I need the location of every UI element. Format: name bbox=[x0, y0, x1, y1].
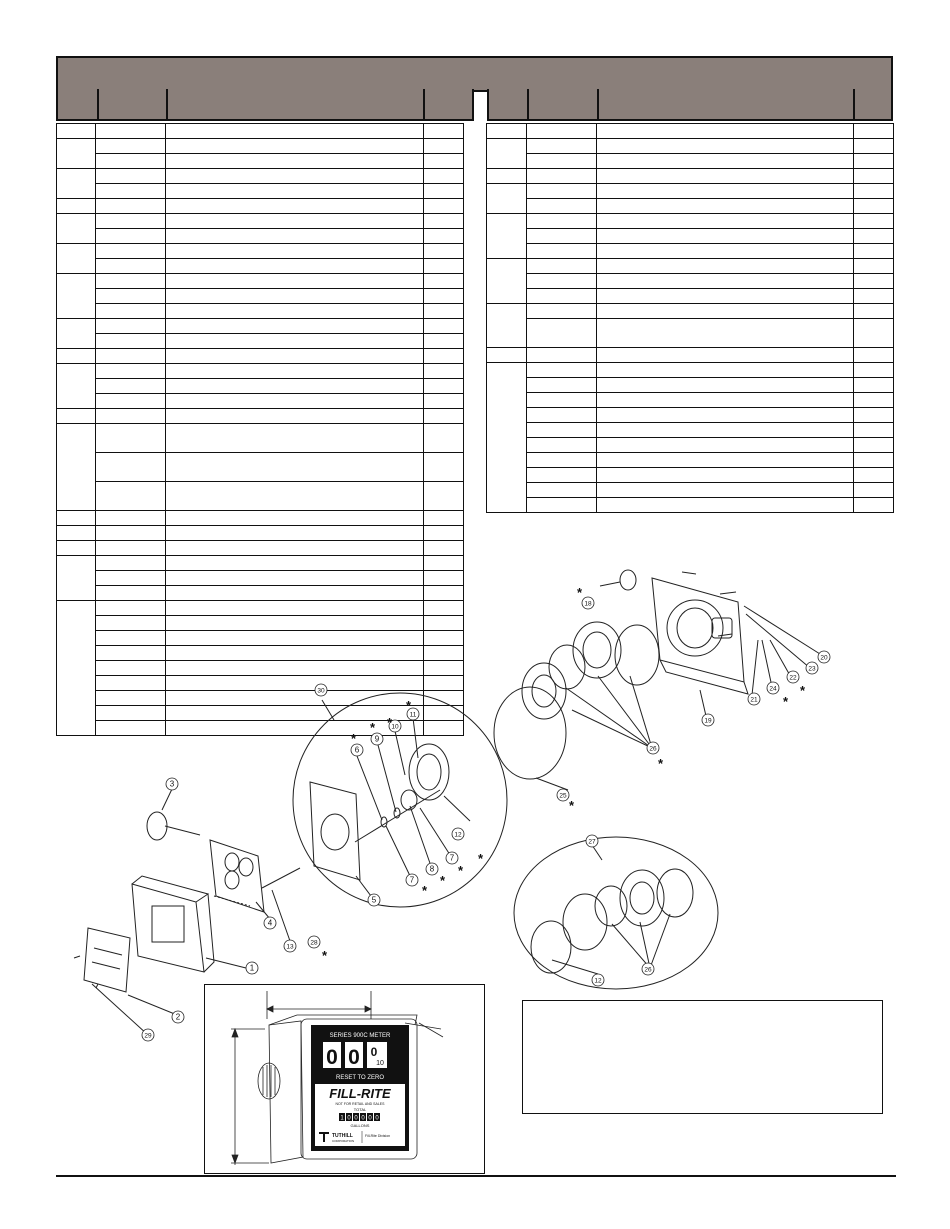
callout-label: 22 bbox=[789, 674, 797, 682]
callout-label: 8 bbox=[429, 864, 435, 874]
total-digit: 0 bbox=[361, 1115, 365, 1122]
meter-unit-label: GALLONS bbox=[350, 1123, 370, 1128]
callout-label: 26 bbox=[644, 966, 652, 974]
callout-label: 30 bbox=[317, 687, 325, 695]
meter-maker-sub: CORPORATION bbox=[332, 1139, 355, 1143]
kit-asterisk: * bbox=[351, 731, 357, 746]
kit-asterisk: * bbox=[478, 851, 484, 866]
callout-label: 12 bbox=[454, 831, 462, 839]
meter-reset-label: RESET TO ZERO bbox=[335, 1075, 385, 1081]
meter-division: Fill-Rite Division bbox=[365, 1134, 391, 1138]
meter-brand: FILL-RITE bbox=[329, 1086, 391, 1101]
subassembly-27-outline bbox=[514, 837, 718, 989]
footer-rule bbox=[56, 1175, 896, 1177]
callout-label: 10 bbox=[391, 723, 399, 731]
callout-label: 24 bbox=[769, 685, 777, 693]
kit-asterisk: * bbox=[569, 798, 575, 813]
callout-label: 4 bbox=[267, 918, 273, 928]
meter-illustration-frame bbox=[204, 984, 485, 1174]
total-digit: 0 bbox=[347, 1115, 351, 1122]
kit-asterisk: * bbox=[440, 873, 446, 888]
kit-asterisk: * bbox=[800, 683, 806, 698]
meter-series-label: SERIES 900C METER bbox=[329, 1033, 391, 1039]
callout-label: 29 bbox=[144, 1032, 152, 1040]
meter-maker: TUTHILL bbox=[332, 1133, 353, 1139]
kit-asterisk: * bbox=[783, 694, 789, 709]
callout-label: 11 bbox=[409, 711, 417, 719]
callout-label: 23 bbox=[808, 665, 816, 673]
callout-label: 6 bbox=[354, 745, 360, 755]
notes-box bbox=[522, 1000, 883, 1114]
meter-housing bbox=[652, 578, 748, 694]
kit-asterisk: * bbox=[322, 948, 328, 963]
total-digit: 0 bbox=[375, 1115, 379, 1122]
callout-label: 12 bbox=[594, 977, 602, 985]
callout-label: 20 bbox=[820, 654, 828, 662]
kit-asterisk: * bbox=[370, 720, 376, 735]
callout-label: 3 bbox=[169, 779, 175, 789]
meter-total-label: TOTAL bbox=[353, 1107, 367, 1112]
total-digit: 1 bbox=[340, 1115, 344, 1122]
meter-front-illustration bbox=[205, 985, 484, 1173]
callout-label: 26 bbox=[649, 745, 657, 753]
callout-label: 1 bbox=[249, 963, 255, 973]
callout-label: 13 bbox=[286, 943, 294, 951]
callout-label: 7 bbox=[449, 853, 455, 863]
kit-asterisk: * bbox=[658, 756, 664, 771]
callout-label: 21 bbox=[750, 696, 758, 704]
callout-label: 27 bbox=[588, 838, 596, 846]
kit-asterisk: * bbox=[577, 585, 583, 600]
meter-fraction-top: 0 bbox=[370, 1045, 378, 1059]
kit-asterisk: * bbox=[406, 698, 412, 713]
callout-label: 7 bbox=[409, 875, 415, 885]
kit-asterisk: * bbox=[458, 863, 464, 878]
kit-asterisk: * bbox=[422, 883, 428, 898]
total-digit: 0 bbox=[354, 1115, 358, 1122]
meter-digit-2: 0 bbox=[348, 1046, 360, 1069]
meter-fraction-bottom: 10 bbox=[376, 1060, 384, 1067]
callout-label: 5 bbox=[371, 895, 377, 905]
callout-label: 19 bbox=[704, 717, 712, 725]
kit-asterisk: * bbox=[387, 715, 393, 730]
meter-digit-1: 0 bbox=[326, 1046, 338, 1069]
callout-label: 28 bbox=[310, 939, 318, 947]
callout-label: 25 bbox=[559, 792, 567, 800]
callout-label: 9 bbox=[374, 734, 380, 744]
meter-tagline: NOT FOR RETAIL AND SALES bbox=[335, 1102, 385, 1106]
callout-label: 18 bbox=[584, 600, 592, 608]
callout-label: 2 bbox=[175, 1012, 181, 1022]
total-digit: 0 bbox=[368, 1115, 372, 1122]
